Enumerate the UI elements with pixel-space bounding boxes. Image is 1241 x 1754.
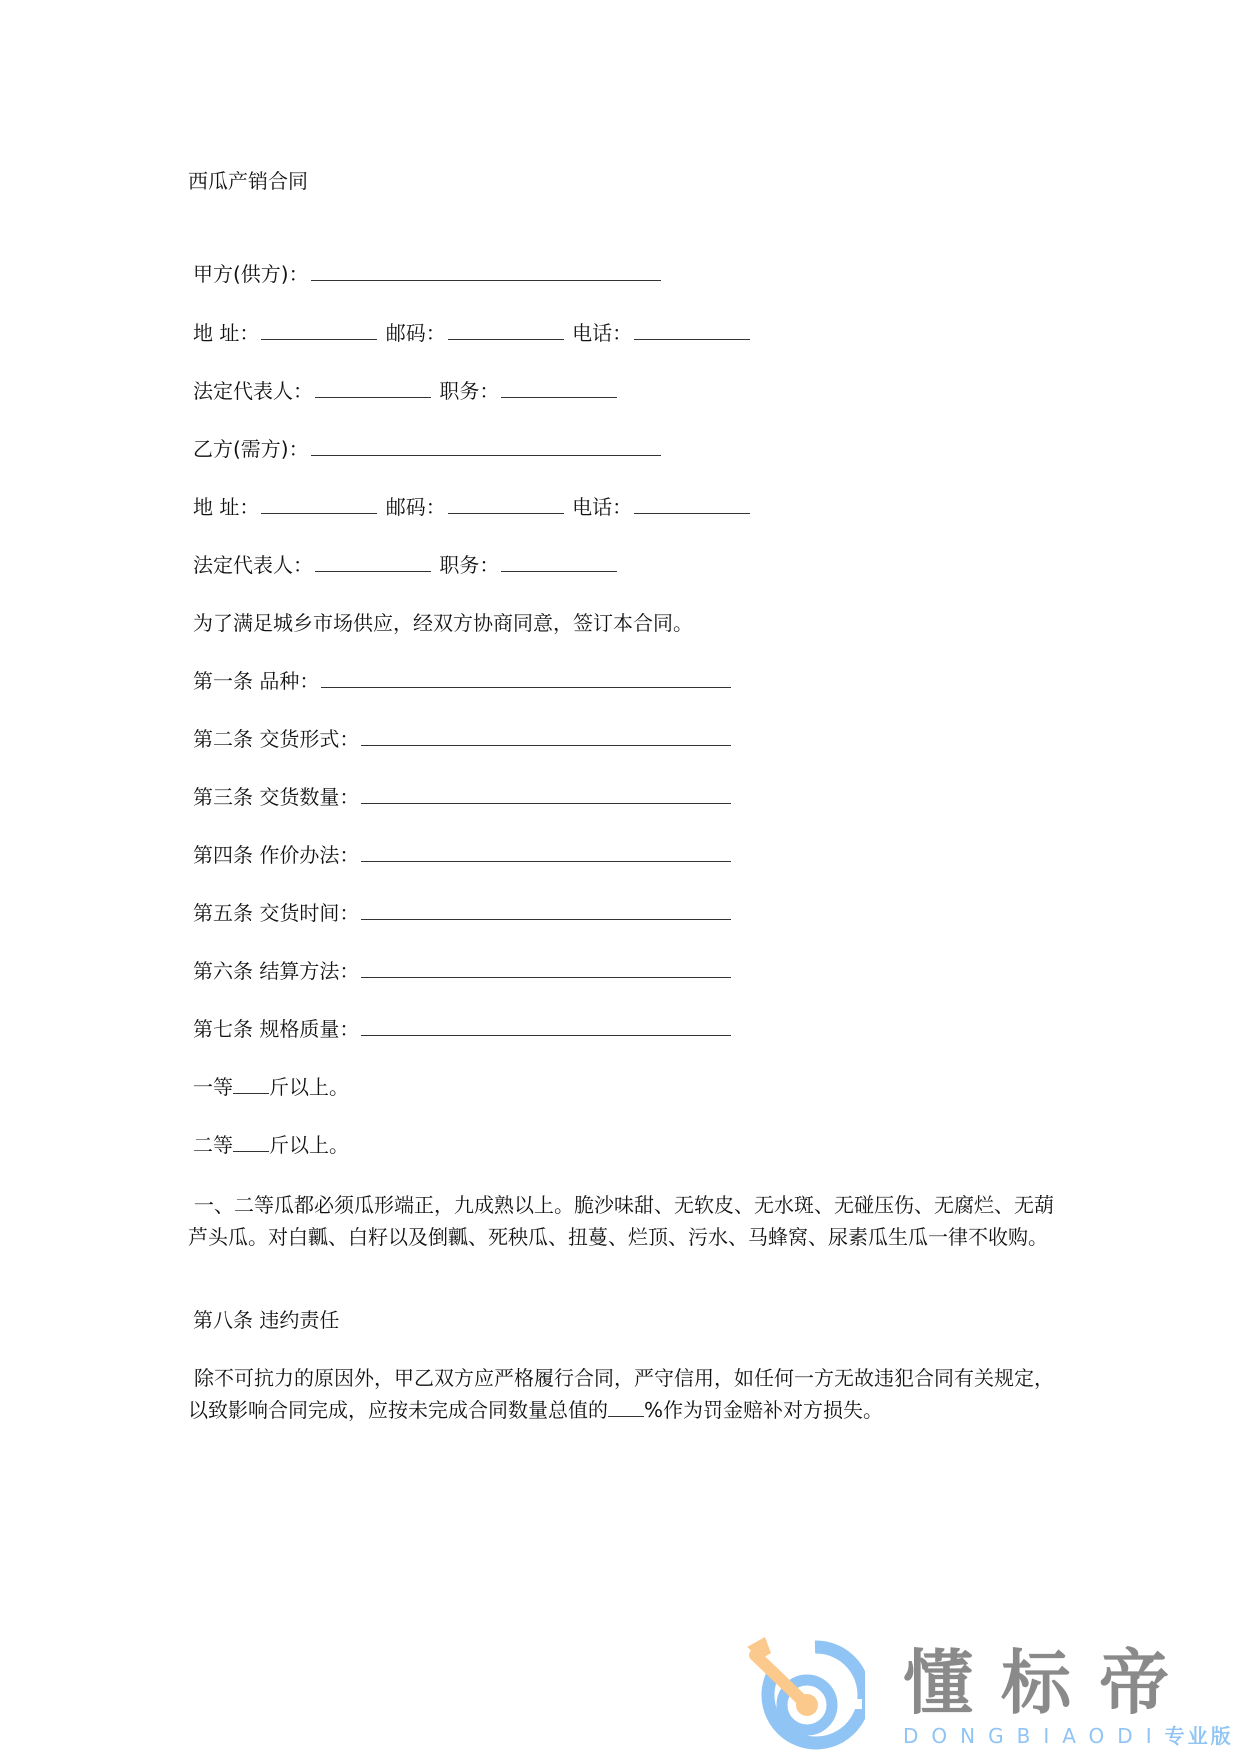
party-a-rep-line	[193, 377, 619, 405]
party-a-rep-label: 法定代表人：	[193, 379, 313, 403]
grade-2-blank[interactable]	[233, 1131, 269, 1152]
party-a-line	[193, 260, 663, 288]
party-b-contact-line	[193, 493, 752, 521]
grade-1-line	[193, 1073, 349, 1101]
article-2-label: 第二条 交货形式：	[193, 727, 360, 751]
article-1-label: 第一条 品种：	[193, 669, 320, 693]
article-4	[193, 841, 733, 869]
party-b-postcode-blank[interactable]	[448, 493, 564, 514]
party-b-address-blank[interactable]	[261, 493, 377, 514]
party-b-address-label: 地 址：	[193, 495, 260, 519]
party-b-postcode-label: 邮码：	[385, 495, 446, 519]
party-a-phone-blank[interactable]	[634, 319, 750, 340]
article-8-text-after: %作为罚金赔补对方损失。	[644, 1398, 884, 1422]
party-b-position-label: 职务：	[439, 553, 500, 577]
article-2-blank[interactable]	[361, 725, 731, 746]
penalty-percent-blank[interactable]	[608, 1398, 644, 1417]
article-3	[193, 783, 733, 811]
article-8-text-before: 除不可抗力的原因外，甲乙双方应严格履行合同，严守信用，如任何一方无故违犯合同有关规定，以致影响合同完成，应按未完成合同数量总值的	[188, 1366, 1054, 1422]
grade-1-suffix: 斤以上。	[269, 1075, 349, 1099]
brand-en-line	[903, 1725, 1234, 1749]
party-a-position-label: 职务：	[439, 379, 500, 403]
article-1-blank[interactable]	[321, 667, 731, 688]
grade-2-prefix: 二等	[193, 1133, 233, 1157]
party-b-phone-label: 电话：	[572, 495, 633, 519]
quality-paragraph	[188, 1189, 1058, 1253]
party-a-postcode-blank[interactable]	[448, 319, 564, 340]
party-a-rep-blank[interactable]	[315, 377, 431, 398]
brand-cn: 懂标帝	[903, 1642, 1197, 1724]
article-1	[193, 667, 733, 695]
party-b-rep-blank[interactable]	[315, 551, 431, 572]
party-a-name-blank[interactable]	[311, 260, 661, 281]
party-b-label: 乙方(需方)：	[193, 437, 309, 461]
target-arrow-icon	[745, 1625, 865, 1750]
watermark-logo	[745, 1625, 1235, 1750]
party-b-rep-label: 法定代表人：	[193, 553, 313, 577]
party-a-address-blank[interactable]	[261, 319, 377, 340]
article-7	[193, 1015, 733, 1043]
party-b-line	[193, 435, 663, 463]
article-3-blank[interactable]	[361, 783, 731, 804]
document-title: 西瓜产销合同	[188, 169, 308, 193]
party-b-name-blank[interactable]	[311, 435, 661, 456]
party-a-position-blank[interactable]	[501, 377, 617, 398]
article-6	[193, 957, 733, 985]
article-3-label: 第三条 交货数量：	[193, 785, 360, 809]
article-7-blank[interactable]	[361, 1015, 731, 1036]
party-a-postcode-label: 邮码：	[385, 321, 446, 345]
article-8-title: 第八条 违约责任	[193, 1308, 340, 1332]
grade-1-blank[interactable]	[233, 1073, 269, 1094]
party-b-phone-blank[interactable]	[634, 493, 750, 514]
article-5	[193, 899, 733, 927]
brand-en: DONGBIAODI	[903, 1724, 1165, 1748]
party-a-contact-line	[193, 319, 752, 347]
grade-2-suffix: 斤以上。	[269, 1133, 349, 1157]
party-b-position-blank[interactable]	[501, 551, 617, 572]
article-2	[193, 725, 733, 753]
party-a-phone-label: 电话：	[572, 321, 633, 345]
article-5-blank[interactable]	[361, 899, 731, 920]
article-7-label: 第七条 规格质量：	[193, 1017, 360, 1041]
quality-paragraph-text: 一、二等瓜都必须瓜形端正，九成熟以上。脆沙味甜、无软皮、无水斑、无碰压伤、无腐烂、无葫芦头瓜。对白瓤、白籽以及倒瓤、死秧瓜、扭蔓、烂顶、污水、马蜂窝、尿素瓜生瓜一律不收购。	[188, 1193, 1054, 1249]
grade-2-line	[193, 1131, 349, 1159]
article-4-label: 第四条 作价办法：	[193, 843, 360, 867]
preamble: 为了满足城乡市场供应，经双方协商同意，签订本合同。	[193, 611, 693, 635]
grade-1-prefix: 一等	[193, 1075, 233, 1099]
brand-edition: 专业版	[1164, 1724, 1234, 1748]
party-a-label: 甲方(供方)：	[193, 262, 309, 286]
party-a-address-label: 地 址：	[193, 321, 260, 345]
article-4-blank[interactable]	[361, 841, 731, 862]
party-b-rep-line	[193, 551, 619, 579]
article-5-label: 第五条 交货时间：	[193, 901, 360, 925]
article-6-label: 第六条 结算方法：	[193, 959, 360, 983]
article-6-blank[interactable]	[361, 957, 731, 978]
article-8-paragraph	[188, 1362, 1058, 1426]
